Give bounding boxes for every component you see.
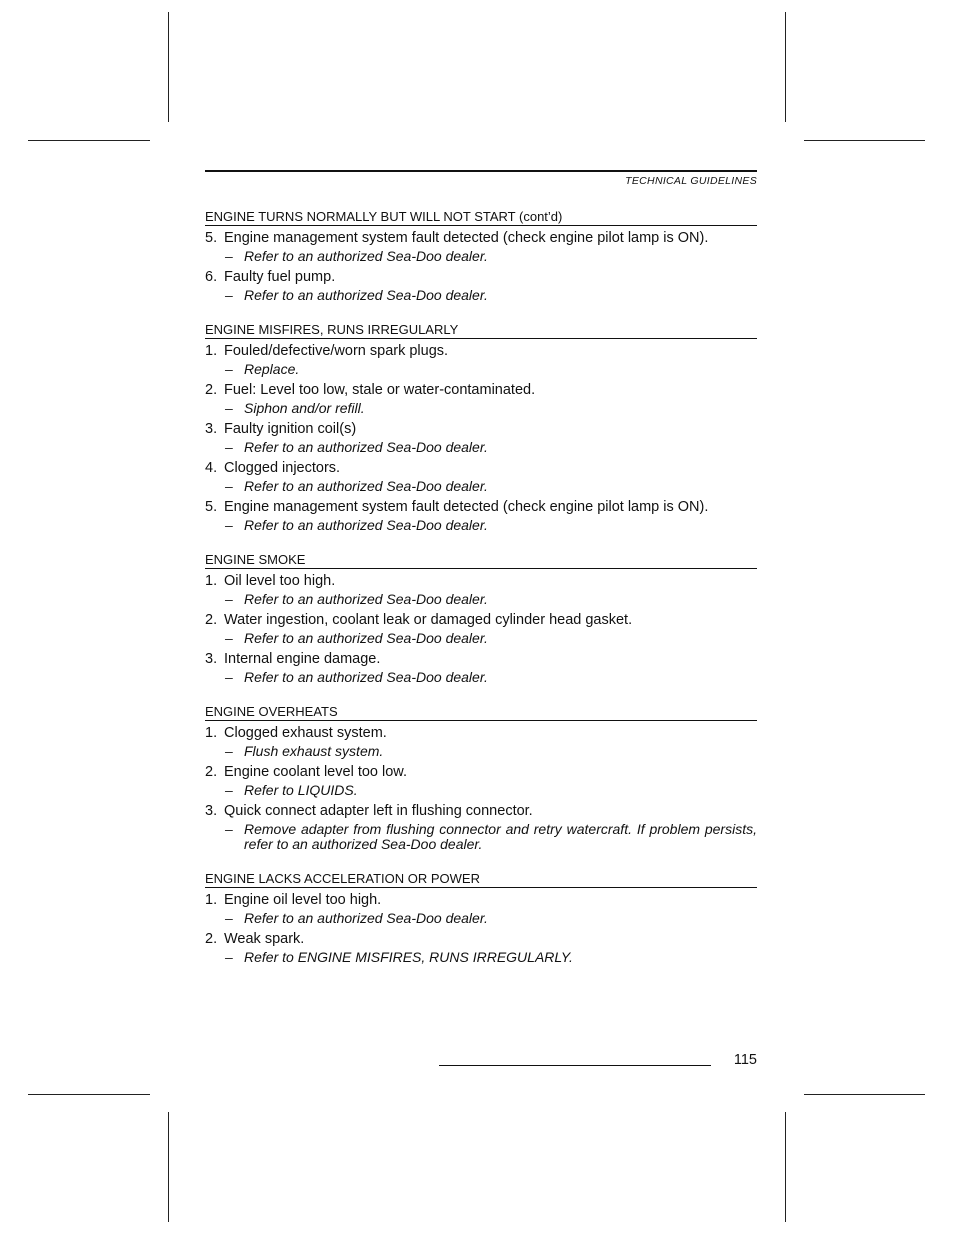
cause-line <box>205 499 757 515</box>
section-title <box>205 552 757 569</box>
cause-text: Fouled/defective/worn spark plugs. <box>224 343 449 359</box>
footer-rule <box>439 1065 711 1066</box>
remedy-line <box>205 592 757 607</box>
remedy-line <box>205 401 757 416</box>
cause-line <box>205 421 757 437</box>
dash-glyph: – <box>225 630 233 646</box>
remedy-line <box>205 479 757 494</box>
list-item <box>205 651 757 685</box>
list-item <box>205 382 757 416</box>
cause-line <box>205 931 757 947</box>
remedy-text: Refer to an authorized Sea-Doo dealer. <box>244 669 488 685</box>
remedy-line <box>205 744 757 759</box>
page-footer <box>439 1052 757 1072</box>
crop-mark <box>168 12 169 122</box>
running-head: TECHNICAL GUIDELINES <box>625 175 757 187</box>
crop-mark <box>804 1094 925 1095</box>
cause-text: Fuel: Level too low, stale or water-contaminated. <box>224 382 536 398</box>
list-item <box>205 343 757 377</box>
cause-line <box>205 269 757 285</box>
list-item <box>205 269 757 303</box>
cause-line <box>205 612 757 628</box>
section-title <box>205 209 757 226</box>
list-item <box>205 612 757 646</box>
section-title-text: ENGINE SMOKE <box>205 552 306 567</box>
cause-line <box>205 764 757 780</box>
list-item <box>205 499 757 533</box>
remedy-text: Refer to an authorized Sea-Doo dealer. <box>244 287 488 303</box>
list-item <box>205 803 757 852</box>
troubleshooting-sections <box>205 209 757 965</box>
section-title-text: ENGINE LACKS ACCELERATION OR POWER <box>205 871 480 886</box>
cause-text: Clogged exhaust system. <box>224 725 387 741</box>
list-item <box>205 573 757 607</box>
cause-text: Faulty fuel pump. <box>224 269 336 285</box>
remedy-line <box>205 288 757 303</box>
cause-text: Internal engine damage. <box>224 651 381 667</box>
remedy-line <box>205 670 757 685</box>
cause-text: Engine management system fault detected (check engine pilot lamp is ON). <box>224 230 709 246</box>
item-number: 1. <box>205 892 218 908</box>
item-number: 2. <box>205 382 218 398</box>
dash-glyph: – <box>225 591 233 607</box>
dash-glyph: – <box>225 743 233 759</box>
dash-glyph: – <box>225 287 233 303</box>
dash-glyph: – <box>225 361 233 377</box>
item-number: 2. <box>205 931 218 947</box>
section-title-text: ENGINE OVERHEATS <box>205 704 338 719</box>
cause-line <box>205 803 757 819</box>
remedy-text: Replace. <box>244 361 300 377</box>
list-item <box>205 230 757 264</box>
cause-text: Engine management system fault detected (check engine pilot lamp is ON). <box>224 499 709 515</box>
remedy-text: Refer to an authorized Sea-Doo dealer. <box>244 910 488 926</box>
item-number: 1. <box>205 725 218 741</box>
dash-glyph: – <box>225 478 233 494</box>
list-item <box>205 421 757 455</box>
item-number: 4. <box>205 460 218 476</box>
remedy-line <box>205 362 757 377</box>
cause-line <box>205 460 757 476</box>
item-number: 5. <box>205 230 218 246</box>
item-number: 2. <box>205 764 218 780</box>
remedy-text: Siphon and/or refill. <box>244 400 365 416</box>
list-item <box>205 931 757 965</box>
section-title-text: ENGINE MISFIRES, RUNS IRREGULARLY <box>205 322 459 337</box>
item-number: 2. <box>205 612 218 628</box>
remedy-text: Flush exhaust system. <box>244 743 384 759</box>
remedy-text: Refer to an authorized Sea-Doo dealer. <box>244 248 488 264</box>
cause-line <box>205 382 757 398</box>
remedy-line <box>205 249 757 264</box>
page-number: 115 <box>733 1052 757 1068</box>
crop-mark <box>785 1112 786 1222</box>
remedy-line <box>205 783 757 798</box>
section-title-text: ENGINE TURNS NORMALLY BUT WILL NOT START <box>205 209 516 224</box>
cause-text: Engine oil level too high. <box>224 892 382 908</box>
cause-line <box>205 651 757 667</box>
section-title-suffix: (cont’d) <box>519 209 563 224</box>
dash-glyph: – <box>225 439 233 455</box>
crop-mark <box>168 1112 169 1222</box>
remedy-line <box>205 631 757 646</box>
section <box>205 552 757 685</box>
remedy-text: Refer to LIQUIDS. <box>244 782 358 798</box>
list-item <box>205 460 757 494</box>
cause-text: Quick connect adapter left in flushing connector. <box>224 803 533 819</box>
crop-mark <box>785 12 786 122</box>
dash-glyph: – <box>225 669 233 685</box>
remedy-text: Refer to an authorized Sea-Doo dealer. <box>244 630 488 646</box>
section-title <box>205 871 757 888</box>
item-number: 1. <box>205 343 218 359</box>
cause-line <box>205 343 757 359</box>
item-number: 1. <box>205 573 218 589</box>
dash-glyph: – <box>225 949 233 965</box>
remedy-line <box>205 950 757 965</box>
remedy-text: Refer to an authorized Sea-Doo dealer. <box>244 517 488 533</box>
section <box>205 209 757 303</box>
item-number: 3. <box>205 803 218 819</box>
crop-mark <box>804 140 925 141</box>
item-number: 6. <box>205 269 218 285</box>
dash-glyph: – <box>225 248 233 264</box>
crop-mark <box>28 140 150 141</box>
section <box>205 704 757 852</box>
dash-glyph: – <box>225 782 233 798</box>
cause-line <box>205 573 757 589</box>
cause-text: Engine coolant level too low. <box>224 764 407 780</box>
item-number: 5. <box>205 499 218 515</box>
section <box>205 322 757 533</box>
remedy-line <box>205 440 757 455</box>
dash-glyph: – <box>225 821 233 837</box>
remedy-line <box>205 822 757 852</box>
cause-line <box>205 892 757 908</box>
cause-text: Faulty ignition coil(s) <box>224 421 357 437</box>
section <box>205 871 757 965</box>
cause-line <box>205 725 757 741</box>
remedy-text: Remove adapter from flushing connector and retry watercraft. If problem persists, refer to an authorized Sea-Doo dealer. <box>244 821 757 852</box>
list-item <box>205 892 757 926</box>
list-item <box>205 725 757 759</box>
cause-text: Clogged injectors. <box>224 460 341 476</box>
section-title <box>205 704 757 721</box>
remedy-text: Refer to an authorized Sea-Doo dealer. <box>244 478 488 494</box>
list-item <box>205 764 757 798</box>
dash-glyph: – <box>225 400 233 416</box>
section-title <box>205 322 757 339</box>
cause-text: Oil level too high. <box>224 573 336 589</box>
remedy-text: Refer to an authorized Sea-Doo dealer. <box>244 591 488 607</box>
dash-glyph: – <box>225 517 233 533</box>
crop-mark <box>28 1094 150 1095</box>
remedy-text: Refer to ENGINE MISFIRES, RUNS IRREGULARLY. <box>244 949 573 965</box>
item-number: 3. <box>205 421 218 437</box>
remedy-line <box>205 518 757 533</box>
item-number: 3. <box>205 651 218 667</box>
cause-line <box>205 230 757 246</box>
remedy-line <box>205 911 757 926</box>
header-rule <box>205 170 757 172</box>
cause-text: Water ingestion, coolant leak or damaged cylinder head gasket. <box>224 612 633 628</box>
cause-text: Weak spark. <box>224 931 305 947</box>
page-content <box>205 170 757 970</box>
dash-glyph: – <box>225 910 233 926</box>
remedy-text: Refer to an authorized Sea-Doo dealer. <box>244 439 488 455</box>
